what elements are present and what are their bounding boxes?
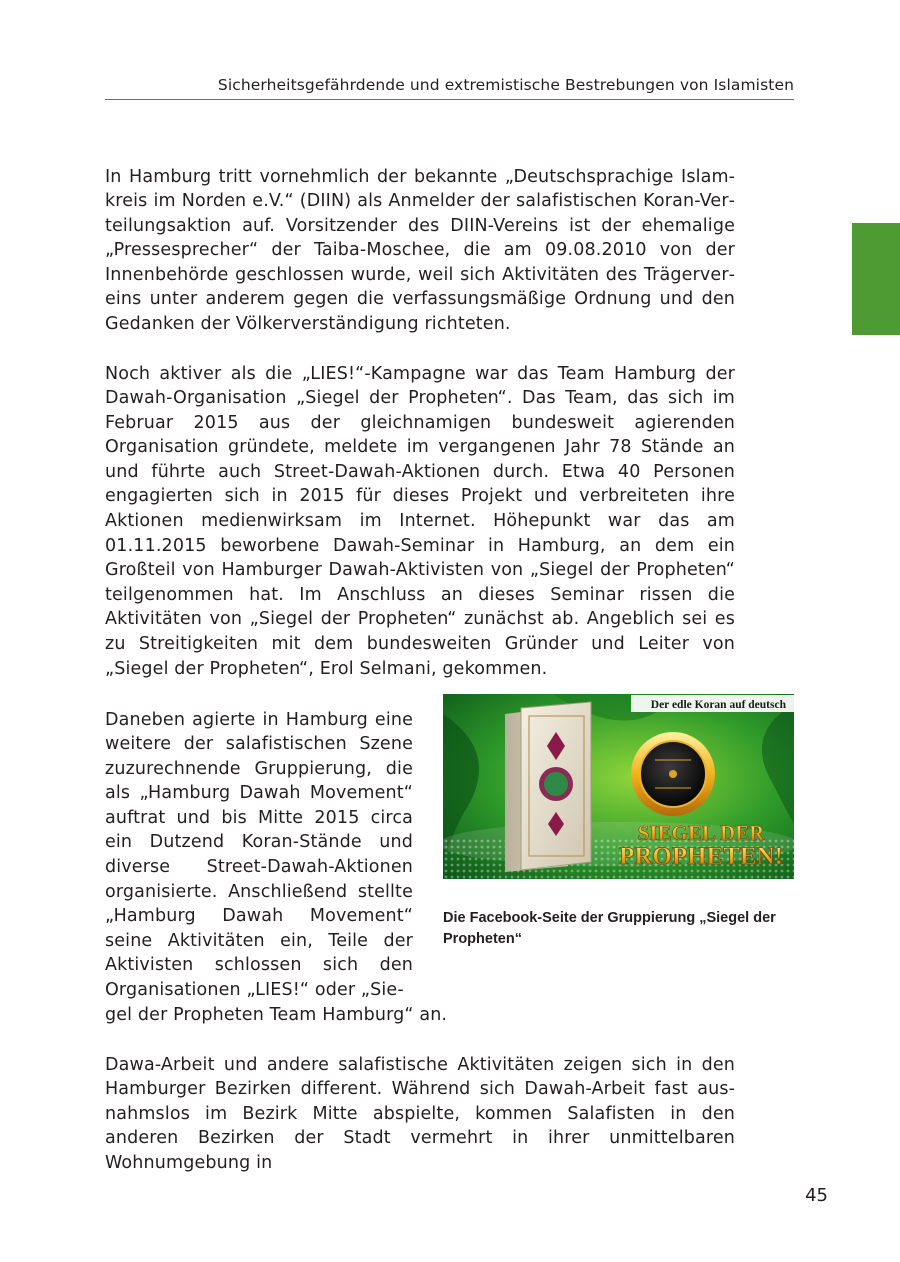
facebook-page-image [443, 694, 794, 879]
paragraph-siegel-der-propheten: Noch aktiver als die „LIES!“-Kampagne war das Team Hamburg der Dawah-Organisation „Siegel der Propheten“. Das Team, das sich im Februar 2015 aus der gleichnamigen bundesweit agierenden Organisation gründete, meldete im vergangenen Jahr 78 Stände an und führte auch Street-Dawah-Aktionen durch. Etwa 40 Personen engagierten sich in 2015 für dieses Projekt und verbreiteten ihre Aktionen medienwirksam im Internet. Höhepunkt war das am 01.11.2015 beworbene Dawah-Seminar in Hamburg, an dem ein Großteil von Hamburger Dawah-Aktivisten von „Siegel der Propheten“ teilgenommen hat. Im Anschluss an dieses Seminar rissen die Aktivitäten von „Siegel der Propheten“ zunächst ab. Angeblich sei es zu Streitigkeiten mit dem bundesweiten Gründer und Leiter von „Siegel der Propheten“, Erol Selmani, gekommen. [105, 363, 735, 679]
logo-line-2: PROPHETEN! [619, 843, 783, 870]
paragraph-hamburg-dawah-movement: Daneben agierte in Hamburg eine weitere der salafistischen Szene zuzurechnende Gruppierung, die als „Hamburg Dawah Movement“ auftrat und bis Mitte 2015 circa ein Dutzend Koran-Stände und diverse Street-Dawah-Aktionen organisierte. Anschließend stellte „Hamburg Dawah Movement“ seine Aktivitäten ein, Teile der Aktivisten schlossen sich den Organisationen „LIES!“ oder „Sie- [105, 709, 413, 1001]
header-rule [105, 99, 794, 100]
logo-line-1: SIEGEL DER [637, 821, 765, 845]
running-header: Sicherheitsgefährdende und extremistische Bestrebungen von Islamisten [217, 76, 794, 94]
figure-caption: Die Facebook-Seite der Gruppierung „Siegel der Propheten“ [443, 910, 776, 947]
paragraph-diin: In Hamburg tritt vornehmlich der bekannte „Deutschsprachige Islamkreis im Norden e.V.“ (DIIN) als Anmelder der salafistischen Koran-Verteilungsaktion auf. Vorsitzender des DIIN-Vereins ist der ehemalige „Pressesprecher“ der Taiba-Moschee, die am 09.08.2010 von der Innenbehörde geschlossen wurde, weil sich Aktivitäten des Trägervereins unter anderem gegen die verfassungsmäßige Ordnung und den Gedanken der Völkerverständigung richteten. [105, 166, 735, 335]
page-number: 45 [805, 1185, 828, 1206]
banner-title: Der edle Koran auf deutsch [650, 699, 786, 711]
chapter-tab-marker [852, 223, 900, 335]
seal-badge-icon [631, 732, 715, 816]
paragraph-hamburg-dawah-movement-end: gel der Propheten Team Hamburg“ an. [105, 1004, 448, 1025]
quran-book-icon [521, 702, 591, 870]
paragraph-dawa-arbeit: Dawa-Arbeit und andere salafistische Aktivitäten zeigen sich in den Hamburger Bezirken different. Während sich Dawah-Arbeit fast ausnahmslos im Bezirk Mitte abspielte, kommen Salafisten in den anderen Bezirken der Stadt vermehrt in ihrer unmittelbaren Wohnumgebung in [105, 1054, 735, 1173]
